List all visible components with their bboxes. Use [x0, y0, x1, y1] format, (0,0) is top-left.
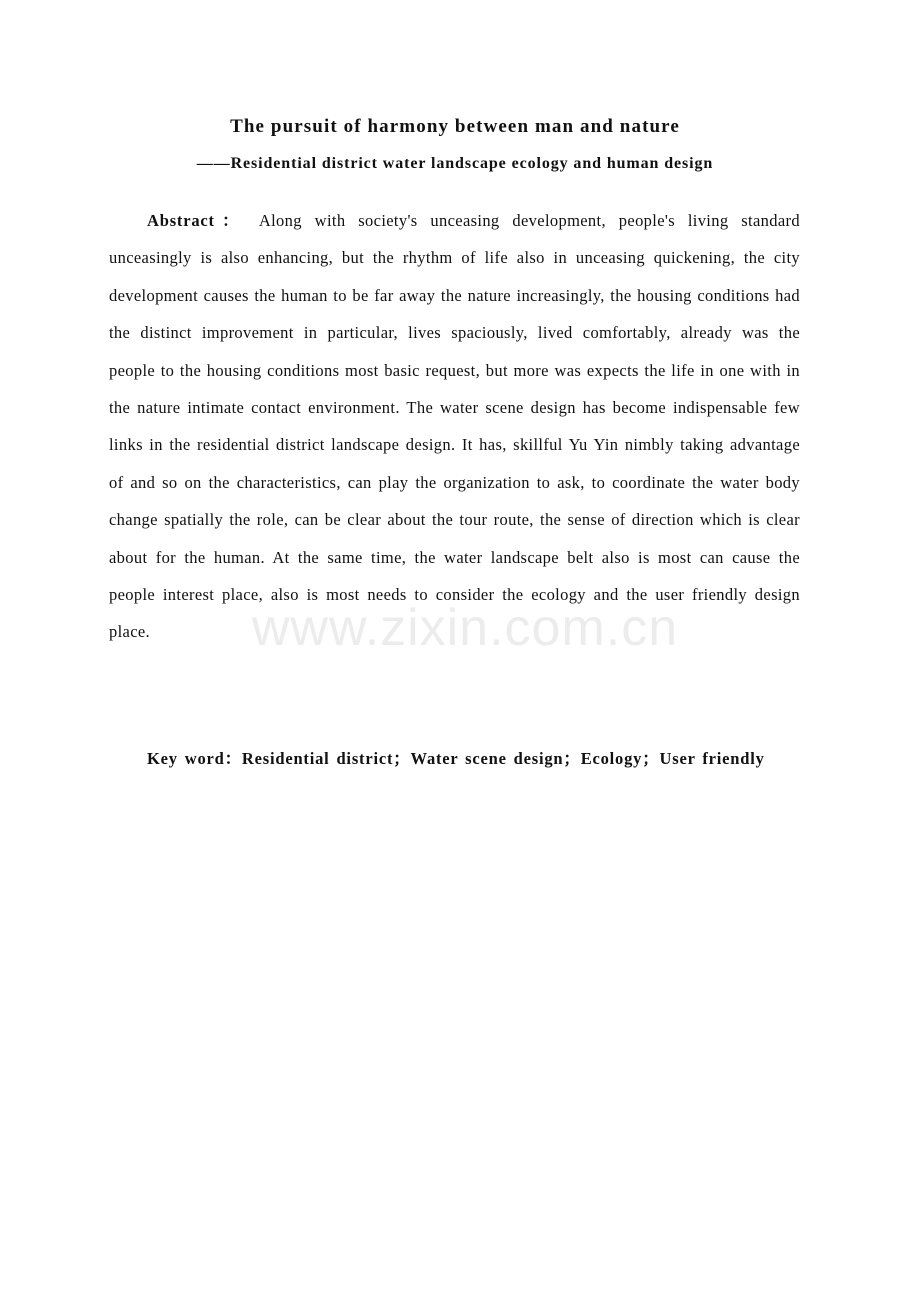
document-subtitle: ——Residential district water landscape ecology and human design	[196, 155, 714, 172]
keywords-paragraph: Key word：Residential district；Water scene design；Ecology；User friendly	[147, 749, 765, 768]
document-title: The pursuit of harmony between man and nature	[230, 116, 680, 137]
abstract-text: Along with society's unceasing development, people's living standard unceasingly is also enhancing, but the rhythm of life also in unceasing quickening, the city development causes the human to be far away the nature increasingly, the housing conditions had the distinct improvement in particular, lives spaciously, lived comfortably, already was the people to the housing conditions most basic request, but more was expects the life in one with in the nature intimate contact environment. The water scene design has become indispensable few links in the residential district landscape design. It has, skillful Yu Yin nimbly taking advantage of and so on the characteristics, can play the organization to ask, to coordinate the water body change spatially the role, can be clear about the tour route, the sense of direction which is clear about for the human. At the same time, the water landscape belt also is most can cause the people interest place, also is most needs to consider the ecology and the user friendly design place.	[109, 211, 800, 642]
abstract-paragraph	[109, 202, 800, 651]
abstract-label: Abstract：	[147, 211, 247, 230]
watermark: www.zixin.com.cn	[251, 599, 679, 657]
